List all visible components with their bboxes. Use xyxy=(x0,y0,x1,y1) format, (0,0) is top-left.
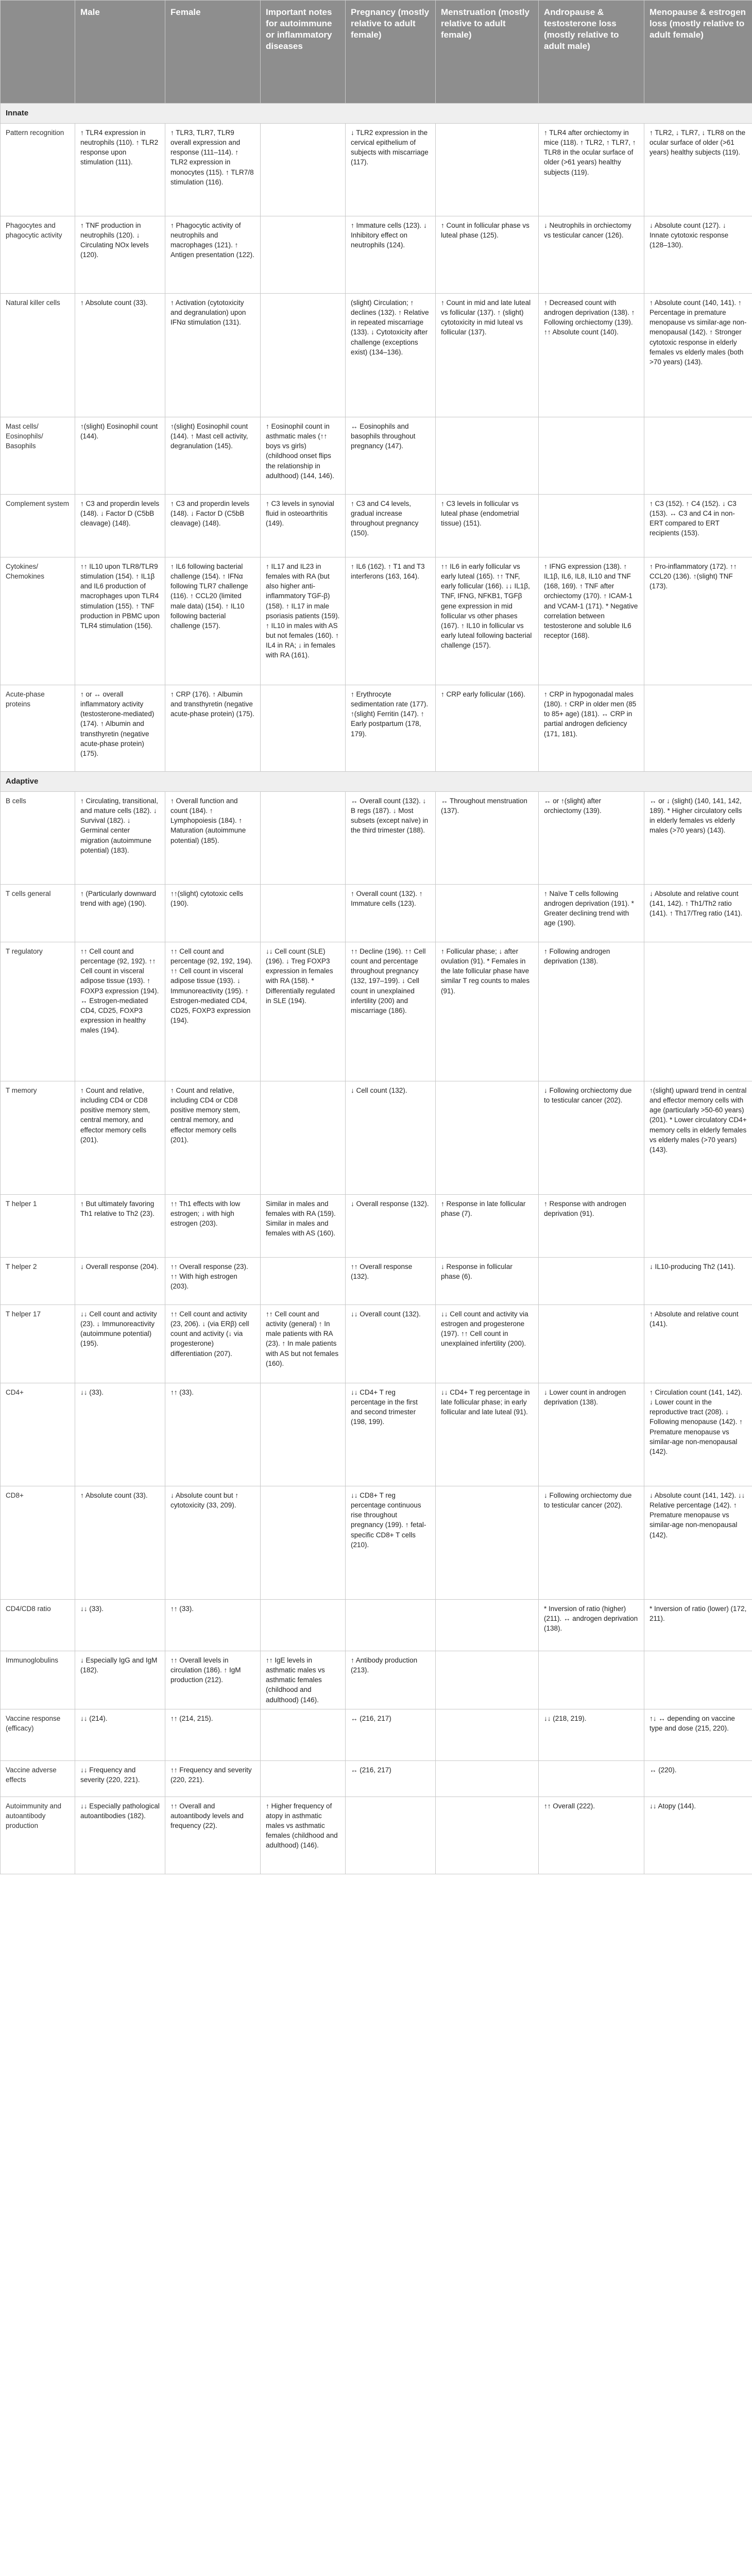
table-cell xyxy=(261,685,346,772)
table-cell: ↓ Lower count in androgen deprivation (138). xyxy=(539,1383,644,1486)
table-cell: ↓↓ CD4+ T reg percentage in the first and second trimester (198, 199). xyxy=(346,1383,436,1486)
row-label: Vaccine adverse effects xyxy=(1,1760,75,1797)
table-cell: ↑ Antibody production (213). xyxy=(346,1651,436,1709)
table-row xyxy=(1,1258,752,1305)
table-row xyxy=(1,1081,752,1195)
table-cell xyxy=(539,1305,644,1383)
table-cell: ↓ Absolute count (127). ↓ Innate cytotoxic response (128–130). xyxy=(644,216,752,294)
table-cell: ↔ Overall count (132). ↓ B regs (187). ↓ Most subsets (except naïve) in the third trimester (188). xyxy=(346,792,436,885)
row-label: Natural killer cells xyxy=(1,294,75,417)
row-label: T helper 2 xyxy=(1,1258,75,1305)
table-cell xyxy=(436,885,539,942)
table-row xyxy=(1,1600,752,1651)
section-title: Adaptive xyxy=(1,772,752,792)
row-label: Pattern recognition xyxy=(1,124,75,216)
table-cell: ↑ Decreased count with androgen deprivation (138). ↑ Following orchiectomy (139). ↑↑ Absolute count (140). xyxy=(539,294,644,417)
table-cell: ↑↑ Cell count and activity (general) ↑ In male patients with RA (23). ↑ In male patients with AS but not females (160). xyxy=(261,1305,346,1383)
table-cell: ↓ Absolute count but ↑ cytotoxicity (33, 209). xyxy=(165,1486,261,1600)
table-cell: ↑ CRP early follicular (166). xyxy=(436,685,539,772)
table-cell: ↑ Absolute count (33). xyxy=(75,294,165,417)
row-label: T cells general xyxy=(1,885,75,942)
row-label: Mast cells/ Eosinophils/ Basophils xyxy=(1,417,75,495)
table-cell: ↓ Neutrophils in orchiectomy vs testicular cancer (126). xyxy=(539,216,644,294)
table-cell: ↑ Overall function and count (184). ↑ Lymphopoiesis (184). ↑ Maturation (autoimmune potential) (185). xyxy=(165,792,261,885)
table-cell: ↑ C3 and C4 levels, gradual increase throughout pregnancy (150). xyxy=(346,495,436,557)
table-cell: ↑ Circulation count (141, 142). ↓ Lower count in the reproductive tract (208). ↓ Following menopause (142). ↑ Premature menopause vs similar-age non-menopausal (142). xyxy=(644,1383,752,1486)
table-cell: ↑ IL17 and IL23 in females with RA (but also higher anti-inflammatory TGF-β) (158). ↑ IL17 in male psoriasis patients (159). ↑ IL10 in males with AS but not females (160). ↑ IL4 in RA; ↓ in females with RA (161). xyxy=(261,557,346,685)
table-cell xyxy=(261,1081,346,1195)
table-row xyxy=(1,1305,752,1383)
table-cell: ↑↑ Cell count and percentage (92, 192). ↑↑ Cell count in visceral adipose tissue (193). ↑ FOXP3 expression (194). ↔ Estrogen-mediated CD4, CD25, FOXP3 expression in healthy males (194). xyxy=(75,942,165,1081)
table-cell xyxy=(261,124,346,216)
section-header-row xyxy=(1,104,752,124)
table-cell: ↓↓ (218, 219). xyxy=(539,1709,644,1760)
table-cell: ↑ Count in mid and late luteal vs follicular (137). ↑ (slight) cytotoxicity in mid luteal vs follicular (137). xyxy=(436,294,539,417)
row-label: Phagocytes and phagocytic activity xyxy=(1,216,75,294)
column-header: Pregnancy (mostly relative to adult female) xyxy=(346,1,436,104)
table-cell: ↓ IL10-producing Th2 (141). xyxy=(644,1258,752,1305)
table-cell: * Inversion of ratio (higher) (211). ↔ androgen deprivation (138). xyxy=(539,1600,644,1651)
table-cell: ↓ Absolute count (141, 142). ↓↓ Relative percentage (142). ↑ Premature menopause vs similar-age non-menopausal (142). xyxy=(644,1486,752,1600)
table-cell xyxy=(261,1486,346,1600)
table-cell: ↔ Eosinophils and basophils throughout pregnancy (147). xyxy=(346,417,436,495)
table-cell: ↓ Overall response (132). xyxy=(346,1195,436,1258)
table-cell: ↑ C3 levels in synovial fluid in osteoarthritis (149). xyxy=(261,495,346,557)
table-cell xyxy=(261,294,346,417)
table-row xyxy=(1,1797,752,1874)
table-cell: ↓↓ Overall count (132). xyxy=(346,1305,436,1383)
table-row xyxy=(1,885,752,942)
table-cell: ↑↑ Overall response (23). ↑↑ With high estrogen (203). xyxy=(165,1258,261,1305)
table-cell: ↑(slight) upward trend in central and effector memory cells with age (particularly >50-60 years) (201). * Lower circulatory CD4+ memory cells in elderly females vs elderly males (>70 years) (143). xyxy=(644,1081,752,1195)
table-cell: ↑ CRP in hypogonadal males (180). ↑ CRP in older men (85 to 85+ age) (181). ↔ CRP in partial androgen deficiency (171, 181). xyxy=(539,685,644,772)
table-cell: ↑↑ Overall levels in circulation (186). ↑ IgM production (212). xyxy=(165,1651,261,1709)
table-row xyxy=(1,1760,752,1797)
table-cell: ↓↓ Cell count and activity (23). ↓ Immunoreactivity (autoimmune potential) (195). xyxy=(75,1305,165,1383)
table-cell: ↑ IFNG expression (138). ↑ IL1β, IL6, IL8, IL10 and TNF (168, 169). ↑ TNF after orchiectomy (170). ↑ ICAM-1 and VCAM-1 (171). * Negative correlation between testosterone and soluble IL6 receptor (168). xyxy=(539,557,644,685)
column-header: Male xyxy=(75,1,165,104)
table-cell: ↑ C3 and properdin levels (148). ↓ Factor D (C5bB cleavage) (148). xyxy=(165,495,261,557)
table-cell xyxy=(539,1651,644,1709)
row-label: T helper 1 xyxy=(1,1195,75,1258)
table-cell: ↑↑ Cell count and percentage (92, 192, 194). ↑↑ Cell count in visceral adipose tissue (193). ↓ Immunoreactivity (195). ↑ Estrogen-mediated CD4, CD25, FOXP3 expression (194). xyxy=(165,942,261,1081)
table-row xyxy=(1,495,752,557)
table-cell: (slight) Circulation; ↑ declines (132). ↑ Relative in repeated miscarriage (133). ↓ Cytotoxicity after challenge (exceptions exist) (134–136). xyxy=(346,294,436,417)
table-cell: ↑↑ IL10 upon TLR8/TLR9 stimulation (154). ↑ IL1β and IL6 production of macrophages upon TLR4 stimulation (155). ↑ TNF production in PBMC upon TLR4 stimulation (156). xyxy=(75,557,165,685)
table-cell: ↑↑ (214, 215). xyxy=(165,1709,261,1760)
header-row xyxy=(1,1,752,104)
table-cell: ↓↓ Cell count and activity via estrogen and progesterone (197). ↑↑ Cell count in unexplained infertility (200). xyxy=(436,1305,539,1383)
table-cell: ↑ Phagocytic activity of neutrophils and macrophages (121). ↑ Antigen presentation (122). xyxy=(165,216,261,294)
row-label: CD8+ xyxy=(1,1486,75,1600)
row-label: CD4/CD8 ratio xyxy=(1,1600,75,1651)
table-cell: Similar in males and females with RA (159). Similar in males and females with AS (160). xyxy=(261,1195,346,1258)
table-cell xyxy=(644,942,752,1081)
table-cell: ↑ TLR4 expression in neutrophils (110). ↑ TLR2 response upon stimulation (111). xyxy=(75,124,165,216)
column-header xyxy=(1,1,75,104)
table-cell: ↔ (216, 217) xyxy=(346,1709,436,1760)
table-row xyxy=(1,942,752,1081)
column-header: Menopause & estrogen loss (mostly relative to adult female) xyxy=(644,1,752,104)
table-cell: ↑ Overall count (132). ↑ Immature cells (123). xyxy=(346,885,436,942)
table-cell: ↑↑ (33). xyxy=(165,1383,261,1486)
table-cell xyxy=(346,1797,436,1874)
table-cell: ↑↑ (33). xyxy=(165,1600,261,1651)
table-cell: ↑ TLR4 after orchiectomy in mice (118). ↑ TLR2, ↑ TLR7, ↑ TLR8 in the ocular surface of older (>61 years) healthy subjects (119). xyxy=(539,124,644,216)
table-cell: ↓ Overall response (204). xyxy=(75,1258,165,1305)
table-cell: ↑ Eosinophil count in asthmatic males (↑↑ boys vs girls) (childhood onset flips the relationship in adulthood) (144, 146). xyxy=(261,417,346,495)
row-label: Acute-phase proteins xyxy=(1,685,75,772)
table-cell: ↓ Following orchiectomy due to testicular cancer (202). xyxy=(539,1081,644,1195)
table-row xyxy=(1,792,752,885)
table-cell: ↓↓ (33). xyxy=(75,1600,165,1651)
table-cell: ↓↓ (214). xyxy=(75,1709,165,1760)
table-cell xyxy=(436,1797,539,1874)
table-cell: ↑↑ Overall response (132). xyxy=(346,1258,436,1305)
table-cell xyxy=(539,495,644,557)
row-label: Cytokines/ Chemokines xyxy=(1,557,75,685)
row-label: Complement system xyxy=(1,495,75,557)
table-cell: ↑ Count and relative, including CD4 or CD8 positive memory stem, central memory, and effector memory cells (201). xyxy=(165,1081,261,1195)
table-cell: ↑ (Particularly downward trend with age) (190). xyxy=(75,885,165,942)
table-cell xyxy=(261,1258,346,1305)
table-cell: * Inversion of ratio (lower) (172, 211). xyxy=(644,1600,752,1651)
row-label: T memory xyxy=(1,1081,75,1195)
row-label: Autoimmunity and autoantibody production xyxy=(1,1797,75,1874)
table-cell: ↑↓ ↔ depending on vaccine type and dose (215, 220). xyxy=(644,1709,752,1760)
table-row xyxy=(1,1709,752,1760)
table-cell: ↑ Pro-inflammatory (172). ↑↑ CCL20 (136). ↑(slight) TNF (173). xyxy=(644,557,752,685)
table-cell: ↑ Activation (cytotoxicity and degranulation) upon IFNα stimulation (131). xyxy=(165,294,261,417)
table-cell xyxy=(539,417,644,495)
table-cell: ↓↓ CD4+ T reg percentage in late follicular phase; in early follicular and late luteal (91). xyxy=(436,1383,539,1486)
table-cell: ↑ CRP (176). ↑ Albumin and transthyretin (negative acute-phase protein) (175). xyxy=(165,685,261,772)
table-cell: ↑↑ Overall and autoantibody levels and frequency (22). xyxy=(165,1797,261,1874)
table-cell: ↑ Immature cells (123). ↓ Inhibitory effect on neutrophils (124). xyxy=(346,216,436,294)
section-title: Innate xyxy=(1,104,752,124)
table-cell: ↑ Following androgen deprivation (138). xyxy=(539,942,644,1081)
table-cell xyxy=(261,792,346,885)
column-header: Important notes for autoimmune or inflammatory diseases xyxy=(261,1,346,104)
table-cell: ↑ Count in follicular phase vs luteal phase (125). xyxy=(436,216,539,294)
table-cell: ↑↑ Overall (222). xyxy=(539,1797,644,1874)
table-cell xyxy=(644,685,752,772)
table-cell: ↑ Circulating, transitional, and mature cells (182). ↓ Survival (182). ↓ Germinal center migration (autoimmune potential) (183). xyxy=(75,792,165,885)
row-label: T helper 17 xyxy=(1,1305,75,1383)
table-cell: ↑ Response with androgen deprivation (91). xyxy=(539,1195,644,1258)
table-cell: ↓ Cell count (132). xyxy=(346,1081,436,1195)
table-cell xyxy=(644,417,752,495)
table-cell: ↓↓ CD8+ T reg percentage continuous rise throughout pregnancy (199). ↑ fetal-specific CD8+ T cells (210). xyxy=(346,1486,436,1600)
table-cell xyxy=(436,1486,539,1600)
table-body xyxy=(1,104,752,1874)
table-cell: ↑ TLR3, TLR7, TLR9 overall expression and response (111–114). ↑ TLR2 expression in monocytes (115). ↑ TLR7/8 stimulation (116). xyxy=(165,124,261,216)
table-cell xyxy=(644,1651,752,1709)
table-cell: ↑↑ IgE levels in asthmatic males vs asthmatic females (childhood and adulthood) (146). xyxy=(261,1651,346,1709)
table-cell xyxy=(261,216,346,294)
table-cell xyxy=(261,885,346,942)
table-cell: ↑↑(slight) cytotoxic cells (190). xyxy=(165,885,261,942)
table-row xyxy=(1,1486,752,1600)
table-cell: ↑ C3 levels in follicular vs luteal phase (endometrial tissue) (151). xyxy=(436,495,539,557)
table-cell: ↑ IL6 following bacterial challenge (154). ↑ IFNα following TLR7 challenge (116). ↑ CCL20 (limited male data) (154). ↑ IL10 following bacterial challenge (157). xyxy=(165,557,261,685)
column-header: Andropause & testosterone loss (mostly relative to adult male) xyxy=(539,1,644,104)
table-cell: ↑(slight) Eosinophil count (144). ↑ Mast cell activity, degranulation (145). xyxy=(165,417,261,495)
table-row xyxy=(1,294,752,417)
table-cell: ↓↓ Atopy (144). xyxy=(644,1797,752,1874)
table-cell: ↓↓ Cell count (SLE) (196). ↓ Treg FOXP3 expression in females with RA (158). * Differentially regulated in SLE (194). xyxy=(261,942,346,1081)
table-cell xyxy=(539,1258,644,1305)
table-row xyxy=(1,124,752,216)
table-cell: ↑ Count and relative, including CD4 or CD8 positive memory stem, central memory, and effector memory cells (201). xyxy=(75,1081,165,1195)
table-cell: ↔ Throughout menstruation (137). xyxy=(436,792,539,885)
table-cell xyxy=(261,1383,346,1486)
table-cell: ↓↓ Frequency and severity (220, 221). xyxy=(75,1760,165,1797)
table-cell: ↑↑ Decline (196). ↑↑ Cell count and percentage throughout pregnancy (132, 197–199). ↓ Cell count in unexplained infertility (200) and miscarriage (186). xyxy=(346,942,436,1081)
table-cell: ↑(slight) Eosinophil count (144). xyxy=(75,417,165,495)
table-cell: ↓ Absolute and relative count (141, 142). ↑ Th1/Th2 ratio (141). ↑ Th17/Treg ratio (141). xyxy=(644,885,752,942)
column-header: Menstruation (mostly relative to adult female) xyxy=(436,1,539,104)
table-cell xyxy=(261,1600,346,1651)
table-cell: ↓↓ Especially pathological autoantibodies (182). xyxy=(75,1797,165,1874)
table-cell: ↓ Response in follicular phase (6). xyxy=(436,1258,539,1305)
table-cell xyxy=(644,1195,752,1258)
table-cell: ↑ TLR2, ↓ TLR7, ↓ TLR8 on the ocular surface of older (>61 years) healthy subjects (119). xyxy=(644,124,752,216)
table-cell xyxy=(436,417,539,495)
table-cell xyxy=(346,1600,436,1651)
table-cell: ↑ Absolute and relative count (141). xyxy=(644,1305,752,1383)
table-cell: ↔ or ↓ (slight) (140, 141, 142, 189). * Higher circulatory cells in elderly females vs elderly males (>70 years) (143). xyxy=(644,792,752,885)
table-cell xyxy=(539,1760,644,1797)
table-cell: ↑↑ Th1 effects with low estrogen; ↓ with high estrogen (203). xyxy=(165,1195,261,1258)
row-label: Immunoglobulins xyxy=(1,1651,75,1709)
table-cell xyxy=(436,124,539,216)
table-cell: ↓ TLR2 expression in the cervical epithelium of subjects with miscarriage (117). xyxy=(346,124,436,216)
table-row xyxy=(1,1195,752,1258)
table-cell: ↑ But ultimately favoring Th1 relative to Th2 (23). xyxy=(75,1195,165,1258)
table-cell: ↑ Follicular phase; ↓ after ovulation (91). * Females in the late follicular phase have similar T reg counts to males (91). xyxy=(436,942,539,1081)
table-cell xyxy=(436,1081,539,1195)
table-row xyxy=(1,1651,752,1709)
table-cell: ↑↑ Cell count and activity (23, 206). ↓ (via ERβ) cell count and activity (↓ via progesterone) differentiation (207). xyxy=(165,1305,261,1383)
table-cell: ↑↑ Frequency and severity (220, 221). xyxy=(165,1760,261,1797)
table-cell xyxy=(436,1600,539,1651)
table-row xyxy=(1,1383,752,1486)
row-label: T regulatory xyxy=(1,942,75,1081)
table-cell: ↑ Higher frequency of atopy in asthmatic males vs asthmatic females (childhood and adulthood) (146). xyxy=(261,1797,346,1874)
table-cell xyxy=(261,1760,346,1797)
table-cell: ↔ or ↑(slight) after orchiectomy (139). xyxy=(539,792,644,885)
table-cell: ↑ C3 (152). ↑ C4 (152). ↓ C3 (153). ↔ C3 and C4 in non-ERT compared to ERT recipients (153). xyxy=(644,495,752,557)
table-cell: ↑ or ↔ overall inflammatory activity (testosterone-mediated) (174). ↑ Albumin and transthyretin (negative acute-phase protein) (175). xyxy=(75,685,165,772)
table-cell: ↑ C3 and properdin levels (148). ↓ Factor D (C5bB cleavage) (148). xyxy=(75,495,165,557)
table-row xyxy=(1,417,752,495)
section-header-row xyxy=(1,772,752,792)
table-cell: ↑ Absolute count (140, 141). ↑ Percentage in premature menopause vs similar-age non-menopausal (142). ↑ Stronger cytotoxic response in elderly females vs elderly males (both >70 years) (143). xyxy=(644,294,752,417)
table-cell: ↓ Following orchiectomy due to testicular cancer (202). xyxy=(539,1486,644,1600)
table-cell: ↑ IL6 (162). ↑ T1 and T3 interferons (163, 164). xyxy=(346,557,436,685)
row-label: B cells xyxy=(1,792,75,885)
table-row xyxy=(1,685,752,772)
table-cell xyxy=(261,1709,346,1760)
table-cell: ↓ Especially IgG and IgM (182). xyxy=(75,1651,165,1709)
table-cell: ↔ (220). xyxy=(644,1760,752,1797)
table-cell: ↑ Absolute count (33). xyxy=(75,1486,165,1600)
table-cell xyxy=(436,1760,539,1797)
table-cell: ↓↓ (33). xyxy=(75,1383,165,1486)
table-row xyxy=(1,557,752,685)
table-cell: ↔ (216, 217) xyxy=(346,1760,436,1797)
row-label: Vaccine response (efficacy) xyxy=(1,1709,75,1760)
column-header: Female xyxy=(165,1,261,104)
table-cell: ↑ Naïve T cells following androgen deprivation (191). * Greater declining trend with age (190). xyxy=(539,885,644,942)
table-cell: ↑ Erythrocyte sedimentation rate (177). ↑(slight) Ferritin (147). ↑ Early postpartum (178, 179). xyxy=(346,685,436,772)
table-cell xyxy=(436,1709,539,1760)
table-cell: ↑ Response in late follicular phase (7). xyxy=(436,1195,539,1258)
row-label: CD4+ xyxy=(1,1383,75,1486)
table-cell: ↑↑ IL6 in early follicular vs early luteal (165). ↑↑ TNF, early follicular (166). ↓↓ IL1β, TNF, IFNG, NFKB1, TGFβ gene expression in mid follicular vs other phases (167). ↑ IL10 in follicular vs early luteal following bacterial challenge (157). xyxy=(436,557,539,685)
table-row xyxy=(1,216,752,294)
table-cell xyxy=(436,1651,539,1709)
table-cell: ↑ TNF production in neutrophils (120). ↓ Circulating NOx levels (120). xyxy=(75,216,165,294)
